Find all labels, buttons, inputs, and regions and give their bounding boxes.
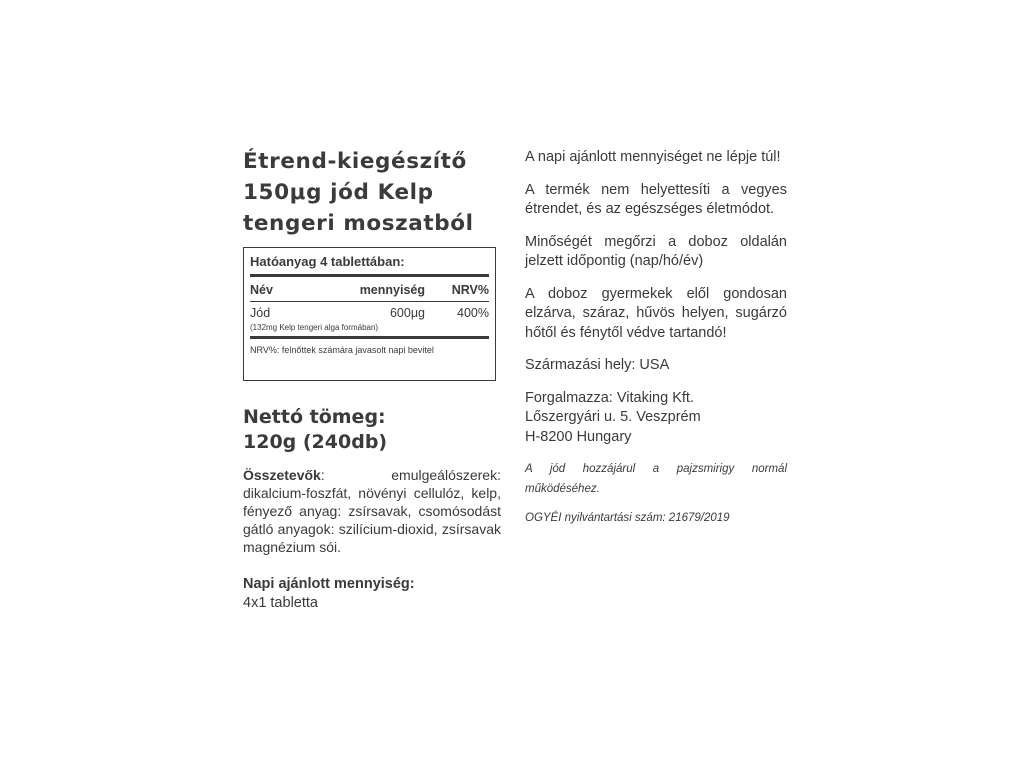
registration-number: OGYÉI nyilvántartási szám: 21679/2019 [525,512,730,524]
net-weight [243,405,501,455]
distributor-line-3: H-8200 Hungary [525,428,632,445]
distributor-line-1: Forgalmazza: Vitaking Kft. [525,389,694,406]
storage-note: A doboz gyermekek elől gondosan elzárva, száraz, hűvös helyen, sugárzó hőtől és fénytől védve tartandó! [525,285,787,341]
origin: Származási hely: USA [525,357,670,373]
nutrition-heading: Hatóanyag 4 tablettában: [250,248,489,277]
diet-note: A termék nem helyettesíti a vegyes étrendet, és az egészséges életmódot. [525,181,787,217]
nutrition-column-headers [250,277,489,302]
best-before-note: Minőségét megőrzi a doboz oldalán jelzett időpontig (nap/hó/év) [525,233,787,269]
health-claim: A jód hozzájárul a pajzsmirigy normál működéséhez. [525,463,787,495]
title-line-3: tengeri moszatból [243,211,474,236]
distributor [525,389,787,448]
ingredients-text: : emulgeálószerek: dikalcium-foszfát, növényi cellulóz, kelp, fényező anyag: zsírsavak, csomósodást gátló anyagok: szilícium-dioxid, zsírsavak magnézium sói. [243,467,501,555]
daily-dose-section [243,575,501,613]
daily-dose-label: Napi ajánlott mennyiség: [243,576,415,592]
product-title [243,146,501,239]
dosage-warning: A napi ajánlott mennyiséget ne lépje túl! [525,149,781,165]
nutrition-source-note: (132mg Kelp tengeri alga formában) [250,322,489,339]
daily-dose-value: 4x1 tabletta [243,595,318,611]
column-name: Név [250,283,273,297]
title-line-2: 150μg jód Kelp [243,180,434,205]
nrv-footnote: NRV%: felnőttek számára javasolt napi bevitel [250,345,434,355]
column-nrv: NRV% [451,283,489,297]
net-weight-value: 120g (240db) [243,431,388,453]
nutrient-name: Jód [250,306,271,320]
right-column [525,148,787,539]
nutrition-facts-box [243,247,496,381]
net-weight-label: Nettó tömeg: [243,406,386,428]
title-line-1: Étrend-kiegészítő [243,149,467,174]
nutrient-amount: 600μg [389,306,425,320]
ingredients-section [243,466,501,556]
distributor-line-2: Lőszergyári u. 5. Veszprém [525,409,701,425]
left-column [243,146,501,613]
nutrient-nrv: 400% [457,306,489,320]
ingredients-label: Összetevők [243,467,321,483]
column-amount: mennyiség [359,283,425,297]
nutrition-row [250,302,489,322]
